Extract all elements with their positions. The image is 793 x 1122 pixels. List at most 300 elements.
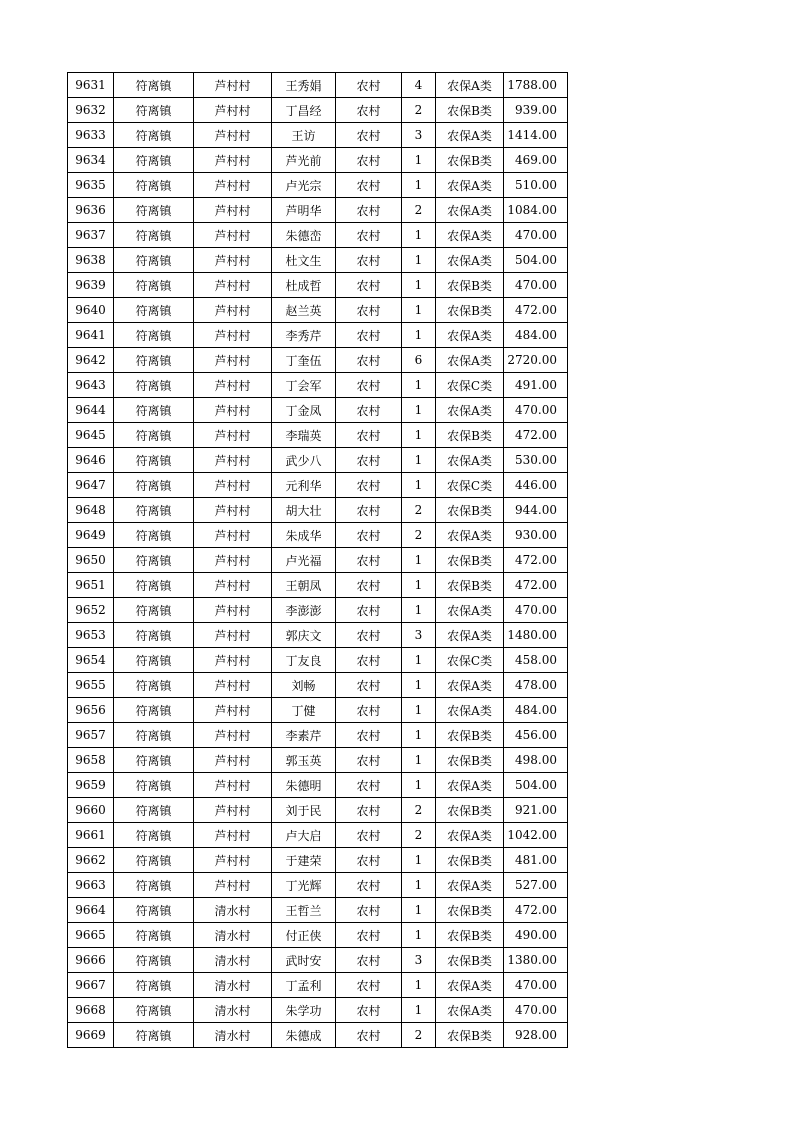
- household-count-cell: 1: [402, 423, 436, 448]
- insurance-category-cell: 农保B类: [436, 1023, 504, 1048]
- insurance-category-cell: 农保A类: [436, 523, 504, 548]
- village-cell: 芦村村: [194, 598, 272, 623]
- area-type-cell: 农村: [336, 673, 402, 698]
- household-count-cell: 1: [402, 748, 436, 773]
- amount-cell: 491.00: [504, 373, 568, 398]
- insurance-category-cell: 农保B类: [436, 298, 504, 323]
- village-cell: 芦村村: [194, 873, 272, 898]
- village-cell: 芦村村: [194, 523, 272, 548]
- amount-cell: 472.00: [504, 573, 568, 598]
- table-row: [68, 473, 568, 498]
- area-type-cell: 农村: [336, 998, 402, 1023]
- name-cell: 朱德明: [272, 773, 336, 798]
- row-number-cell: 9647: [68, 473, 114, 498]
- village-cell: 芦村村: [194, 298, 272, 323]
- insurance-category-cell: 农保A类: [436, 348, 504, 373]
- name-cell: 付正侠: [272, 923, 336, 948]
- area-type-cell: 农村: [336, 723, 402, 748]
- household-count-cell: 1: [402, 723, 436, 748]
- table-row: [68, 748, 568, 773]
- name-cell: 元利华: [272, 473, 336, 498]
- amount-cell: 928.00: [504, 1023, 568, 1048]
- town-cell: 符离镇: [114, 473, 194, 498]
- household-count-cell: 1: [402, 973, 436, 998]
- area-type-cell: 农村: [336, 923, 402, 948]
- row-number-cell: 9646: [68, 448, 114, 473]
- row-number-cell: 9633: [68, 123, 114, 148]
- name-cell: 丁孟利: [272, 973, 336, 998]
- town-cell: 符离镇: [114, 348, 194, 373]
- table-row: [68, 573, 568, 598]
- row-number-cell: 9643: [68, 373, 114, 398]
- area-type-cell: 农村: [336, 973, 402, 998]
- name-cell: 卢光宗: [272, 173, 336, 198]
- amount-cell: 939.00: [504, 98, 568, 123]
- name-cell: 武时安: [272, 948, 336, 973]
- area-type-cell: 农村: [336, 273, 402, 298]
- town-cell: 符离镇: [114, 223, 194, 248]
- town-cell: 符离镇: [114, 973, 194, 998]
- village-cell: 清水村: [194, 1023, 272, 1048]
- household-count-cell: 1: [402, 173, 436, 198]
- area-type-cell: 农村: [336, 223, 402, 248]
- amount-cell: 472.00: [504, 898, 568, 923]
- insurance-category-cell: 农保B类: [436, 273, 504, 298]
- table-row: [68, 898, 568, 923]
- table-row: [68, 548, 568, 573]
- insurance-category-cell: 农保B类: [436, 848, 504, 873]
- insurance-category-cell: 农保B类: [436, 748, 504, 773]
- village-cell: 芦村村: [194, 798, 272, 823]
- area-type-cell: 农村: [336, 873, 402, 898]
- insurance-category-cell: 农保B类: [436, 573, 504, 598]
- insurance-category-cell: 农保B类: [436, 798, 504, 823]
- area-type-cell: 农村: [336, 198, 402, 223]
- amount-cell: 530.00: [504, 448, 568, 473]
- name-cell: 丁友良: [272, 648, 336, 673]
- area-type-cell: 农村: [336, 298, 402, 323]
- insurance-category-cell: 农保A类: [436, 123, 504, 148]
- amount-cell: 470.00: [504, 598, 568, 623]
- insurance-category-cell: 农保B类: [436, 548, 504, 573]
- name-cell: 丁会军: [272, 373, 336, 398]
- area-type-cell: 农村: [336, 523, 402, 548]
- area-type-cell: 农村: [336, 1023, 402, 1048]
- household-count-cell: 1: [402, 898, 436, 923]
- row-number-cell: 9664: [68, 898, 114, 923]
- row-number-cell: 9648: [68, 498, 114, 523]
- village-cell: 清水村: [194, 898, 272, 923]
- town-cell: 符离镇: [114, 798, 194, 823]
- area-type-cell: 农村: [336, 848, 402, 873]
- household-count-cell: 1: [402, 548, 436, 573]
- town-cell: 符离镇: [114, 198, 194, 223]
- row-number-cell: 9653: [68, 623, 114, 648]
- amount-cell: 1414.00: [504, 123, 568, 148]
- area-type-cell: 农村: [336, 948, 402, 973]
- amount-cell: 456.00: [504, 723, 568, 748]
- village-cell: 清水村: [194, 948, 272, 973]
- insurance-category-cell: 农保A类: [436, 173, 504, 198]
- area-type-cell: 农村: [336, 548, 402, 573]
- insurance-category-cell: 农保A类: [436, 998, 504, 1023]
- name-cell: 王秀娟: [272, 73, 336, 98]
- town-cell: 符离镇: [114, 273, 194, 298]
- table-row: [68, 323, 568, 348]
- row-number-cell: 9661: [68, 823, 114, 848]
- village-cell: 芦村村: [194, 673, 272, 698]
- name-cell: 刘畅: [272, 673, 336, 698]
- amount-cell: 472.00: [504, 423, 568, 448]
- name-cell: 赵兰英: [272, 298, 336, 323]
- village-cell: 芦村村: [194, 398, 272, 423]
- row-number-cell: 9642: [68, 348, 114, 373]
- insurance-category-cell: 农保A类: [436, 698, 504, 723]
- household-count-cell: 1: [402, 573, 436, 598]
- town-cell: 符离镇: [114, 73, 194, 98]
- row-number-cell: 9654: [68, 648, 114, 673]
- village-cell: 芦村村: [194, 73, 272, 98]
- household-count-cell: 1: [402, 648, 436, 673]
- town-cell: 符离镇: [114, 398, 194, 423]
- insurance-category-cell: 农保A类: [436, 323, 504, 348]
- household-count-cell: 1: [402, 773, 436, 798]
- village-cell: 清水村: [194, 923, 272, 948]
- village-cell: 芦村村: [194, 648, 272, 673]
- village-cell: 芦村村: [194, 323, 272, 348]
- name-cell: 李澎澎: [272, 598, 336, 623]
- table-body: [68, 73, 568, 1048]
- area-type-cell: 农村: [336, 423, 402, 448]
- relief-roster-table: [67, 72, 568, 1048]
- town-cell: 符离镇: [114, 498, 194, 523]
- insurance-category-cell: 农保B类: [436, 898, 504, 923]
- amount-cell: 510.00: [504, 173, 568, 198]
- name-cell: 朱学功: [272, 998, 336, 1023]
- area-type-cell: 农村: [336, 623, 402, 648]
- household-count-cell: 1: [402, 598, 436, 623]
- row-number-cell: 9634: [68, 148, 114, 173]
- household-count-cell: 1: [402, 873, 436, 898]
- name-cell: 于建荣: [272, 848, 336, 873]
- area-type-cell: 农村: [336, 498, 402, 523]
- row-number-cell: 9656: [68, 698, 114, 723]
- table-row: [68, 498, 568, 523]
- amount-cell: 944.00: [504, 498, 568, 523]
- insurance-category-cell: 农保A类: [436, 223, 504, 248]
- town-cell: 符离镇: [114, 723, 194, 748]
- village-cell: 芦村村: [194, 573, 272, 598]
- amount-cell: 458.00: [504, 648, 568, 673]
- household-count-cell: 1: [402, 998, 436, 1023]
- amount-cell: 484.00: [504, 323, 568, 348]
- name-cell: 丁昌经: [272, 98, 336, 123]
- household-count-cell: 1: [402, 223, 436, 248]
- household-count-cell: 1: [402, 448, 436, 473]
- household-count-cell: 1: [402, 673, 436, 698]
- household-count-cell: 2: [402, 498, 436, 523]
- table-row: [68, 848, 568, 873]
- area-type-cell: 农村: [336, 123, 402, 148]
- row-number-cell: 9663: [68, 873, 114, 898]
- area-type-cell: 农村: [336, 348, 402, 373]
- household-count-cell: 1: [402, 273, 436, 298]
- table-row: [68, 398, 568, 423]
- town-cell: 符离镇: [114, 448, 194, 473]
- insurance-category-cell: 农保C类: [436, 373, 504, 398]
- village-cell: 芦村村: [194, 623, 272, 648]
- area-type-cell: 农村: [336, 473, 402, 498]
- amount-cell: 470.00: [504, 273, 568, 298]
- amount-cell: 527.00: [504, 873, 568, 898]
- insurance-category-cell: 农保A类: [436, 398, 504, 423]
- household-count-cell: 3: [402, 623, 436, 648]
- amount-cell: 498.00: [504, 748, 568, 773]
- table-row: [68, 223, 568, 248]
- amount-cell: 470.00: [504, 973, 568, 998]
- village-cell: 芦村村: [194, 748, 272, 773]
- amount-cell: 470.00: [504, 398, 568, 423]
- table-row: [68, 598, 568, 623]
- village-cell: 芦村村: [194, 348, 272, 373]
- town-cell: 符离镇: [114, 573, 194, 598]
- amount-cell: 1480.00: [504, 623, 568, 648]
- town-cell: 符离镇: [114, 673, 194, 698]
- amount-cell: 504.00: [504, 773, 568, 798]
- name-cell: 刘于民: [272, 798, 336, 823]
- area-type-cell: 农村: [336, 173, 402, 198]
- village-cell: 芦村村: [194, 173, 272, 198]
- row-number-cell: 9668: [68, 998, 114, 1023]
- row-number-cell: 9640: [68, 298, 114, 323]
- household-count-cell: 1: [402, 923, 436, 948]
- table-row: [68, 823, 568, 848]
- insurance-category-cell: 农保B类: [436, 923, 504, 948]
- village-cell: 芦村村: [194, 148, 272, 173]
- amount-cell: 1042.00: [504, 823, 568, 848]
- table-row: [68, 148, 568, 173]
- area-type-cell: 农村: [336, 773, 402, 798]
- insurance-category-cell: 农保C类: [436, 648, 504, 673]
- household-count-cell: 1: [402, 248, 436, 273]
- area-type-cell: 农村: [336, 98, 402, 123]
- amount-cell: 1084.00: [504, 198, 568, 223]
- insurance-category-cell: 农保A类: [436, 73, 504, 98]
- table-row: [68, 873, 568, 898]
- town-cell: 符离镇: [114, 248, 194, 273]
- name-cell: 胡大壮: [272, 498, 336, 523]
- household-count-cell: 1: [402, 298, 436, 323]
- household-count-cell: 2: [402, 1023, 436, 1048]
- row-number-cell: 9635: [68, 173, 114, 198]
- table-row: [68, 248, 568, 273]
- table-row: [68, 373, 568, 398]
- amount-cell: 1380.00: [504, 948, 568, 973]
- row-number-cell: 9632: [68, 98, 114, 123]
- name-cell: 丁健: [272, 698, 336, 723]
- row-number-cell: 9636: [68, 198, 114, 223]
- amount-cell: 490.00: [504, 923, 568, 948]
- row-number-cell: 9659: [68, 773, 114, 798]
- amount-cell: 472.00: [504, 298, 568, 323]
- name-cell: 丁光辉: [272, 873, 336, 898]
- row-number-cell: 9665: [68, 923, 114, 948]
- insurance-category-cell: 农保A类: [436, 773, 504, 798]
- table-row: [68, 1023, 568, 1048]
- amount-cell: 1788.00: [504, 73, 568, 98]
- household-count-cell: 1: [402, 148, 436, 173]
- insurance-category-cell: 农保C类: [436, 473, 504, 498]
- town-cell: 符离镇: [114, 823, 194, 848]
- town-cell: 符离镇: [114, 423, 194, 448]
- town-cell: 符离镇: [114, 548, 194, 573]
- village-cell: 芦村村: [194, 473, 272, 498]
- town-cell: 符离镇: [114, 698, 194, 723]
- table-row: [68, 973, 568, 998]
- insurance-category-cell: 农保A类: [436, 248, 504, 273]
- table-row: [68, 773, 568, 798]
- town-cell: 符离镇: [114, 898, 194, 923]
- area-type-cell: 农村: [336, 398, 402, 423]
- town-cell: 符离镇: [114, 148, 194, 173]
- town-cell: 符离镇: [114, 748, 194, 773]
- village-cell: 芦村村: [194, 773, 272, 798]
- name-cell: 李瑞英: [272, 423, 336, 448]
- village-cell: 芦村村: [194, 548, 272, 573]
- table-row: [68, 648, 568, 673]
- table-row: [68, 173, 568, 198]
- amount-cell: 930.00: [504, 523, 568, 548]
- row-number-cell: 9641: [68, 323, 114, 348]
- household-count-cell: 1: [402, 848, 436, 873]
- name-cell: 李素芹: [272, 723, 336, 748]
- household-count-cell: 4: [402, 73, 436, 98]
- row-number-cell: 9650: [68, 548, 114, 573]
- insurance-category-cell: 农保B类: [436, 948, 504, 973]
- town-cell: 符离镇: [114, 598, 194, 623]
- town-cell: 符离镇: [114, 173, 194, 198]
- name-cell: 丁奎伍: [272, 348, 336, 373]
- village-cell: 芦村村: [194, 448, 272, 473]
- table-row: [68, 723, 568, 748]
- table-row: [68, 123, 568, 148]
- table-row: [68, 423, 568, 448]
- village-cell: 芦村村: [194, 98, 272, 123]
- insurance-category-cell: 农保A类: [436, 198, 504, 223]
- table-row: [68, 73, 568, 98]
- name-cell: 丁金凤: [272, 398, 336, 423]
- table-row: [68, 198, 568, 223]
- table-row: [68, 98, 568, 123]
- name-cell: 朱德峦: [272, 223, 336, 248]
- household-count-cell: 6: [402, 348, 436, 373]
- household-count-cell: 1: [402, 473, 436, 498]
- name-cell: 武少八: [272, 448, 336, 473]
- name-cell: 郭玉英: [272, 748, 336, 773]
- town-cell: 符离镇: [114, 123, 194, 148]
- name-cell: 王朝凤: [272, 573, 336, 598]
- name-cell: 朱成华: [272, 523, 336, 548]
- village-cell: 芦村村: [194, 848, 272, 873]
- area-type-cell: 农村: [336, 823, 402, 848]
- row-number-cell: 9666: [68, 948, 114, 973]
- town-cell: 符离镇: [114, 948, 194, 973]
- village-cell: 芦村村: [194, 198, 272, 223]
- amount-cell: 472.00: [504, 548, 568, 573]
- table-row: [68, 698, 568, 723]
- row-number-cell: 9638: [68, 248, 114, 273]
- insurance-category-cell: 农保B类: [436, 423, 504, 448]
- town-cell: 符离镇: [114, 648, 194, 673]
- row-number-cell: 9631: [68, 73, 114, 98]
- town-cell: 符离镇: [114, 923, 194, 948]
- insurance-category-cell: 农保A类: [436, 973, 504, 998]
- row-number-cell: 9651: [68, 573, 114, 598]
- insurance-category-cell: 农保B类: [436, 148, 504, 173]
- row-number-cell: 9667: [68, 973, 114, 998]
- area-type-cell: 农村: [336, 248, 402, 273]
- insurance-category-cell: 农保A类: [436, 673, 504, 698]
- village-cell: 芦村村: [194, 223, 272, 248]
- town-cell: 符离镇: [114, 623, 194, 648]
- row-number-cell: 9658: [68, 748, 114, 773]
- row-number-cell: 9639: [68, 273, 114, 298]
- village-cell: 清水村: [194, 973, 272, 998]
- name-cell: 王访: [272, 123, 336, 148]
- row-number-cell: 9649: [68, 523, 114, 548]
- area-type-cell: 农村: [336, 748, 402, 773]
- village-cell: 芦村村: [194, 373, 272, 398]
- household-count-cell: 2: [402, 198, 436, 223]
- name-cell: 杜文生: [272, 248, 336, 273]
- household-count-cell: 2: [402, 798, 436, 823]
- village-cell: 芦村村: [194, 123, 272, 148]
- name-cell: 朱德成: [272, 1023, 336, 1048]
- table-row: [68, 798, 568, 823]
- name-cell: 芦明华: [272, 198, 336, 223]
- village-cell: 芦村村: [194, 248, 272, 273]
- area-type-cell: 农村: [336, 698, 402, 723]
- town-cell: 符离镇: [114, 373, 194, 398]
- village-cell: 芦村村: [194, 423, 272, 448]
- amount-cell: 2720.00: [504, 348, 568, 373]
- amount-cell: 446.00: [504, 473, 568, 498]
- table-row: [68, 298, 568, 323]
- area-type-cell: 农村: [336, 73, 402, 98]
- table-row: [68, 998, 568, 1023]
- area-type-cell: 农村: [336, 448, 402, 473]
- village-cell: 芦村村: [194, 273, 272, 298]
- area-type-cell: 农村: [336, 598, 402, 623]
- table-row: [68, 448, 568, 473]
- area-type-cell: 农村: [336, 573, 402, 598]
- row-number-cell: 9644: [68, 398, 114, 423]
- amount-cell: 469.00: [504, 148, 568, 173]
- household-count-cell: 3: [402, 123, 436, 148]
- row-number-cell: 9637: [68, 223, 114, 248]
- table-row: [68, 948, 568, 973]
- insurance-category-cell: 农保B类: [436, 98, 504, 123]
- name-cell: 李秀芹: [272, 323, 336, 348]
- household-count-cell: 1: [402, 373, 436, 398]
- name-cell: 芦光前: [272, 148, 336, 173]
- area-type-cell: 农村: [336, 323, 402, 348]
- table-row: [68, 348, 568, 373]
- amount-cell: 470.00: [504, 223, 568, 248]
- row-number-cell: 9652: [68, 598, 114, 623]
- row-number-cell: 9645: [68, 423, 114, 448]
- insurance-category-cell: 农保A类: [436, 448, 504, 473]
